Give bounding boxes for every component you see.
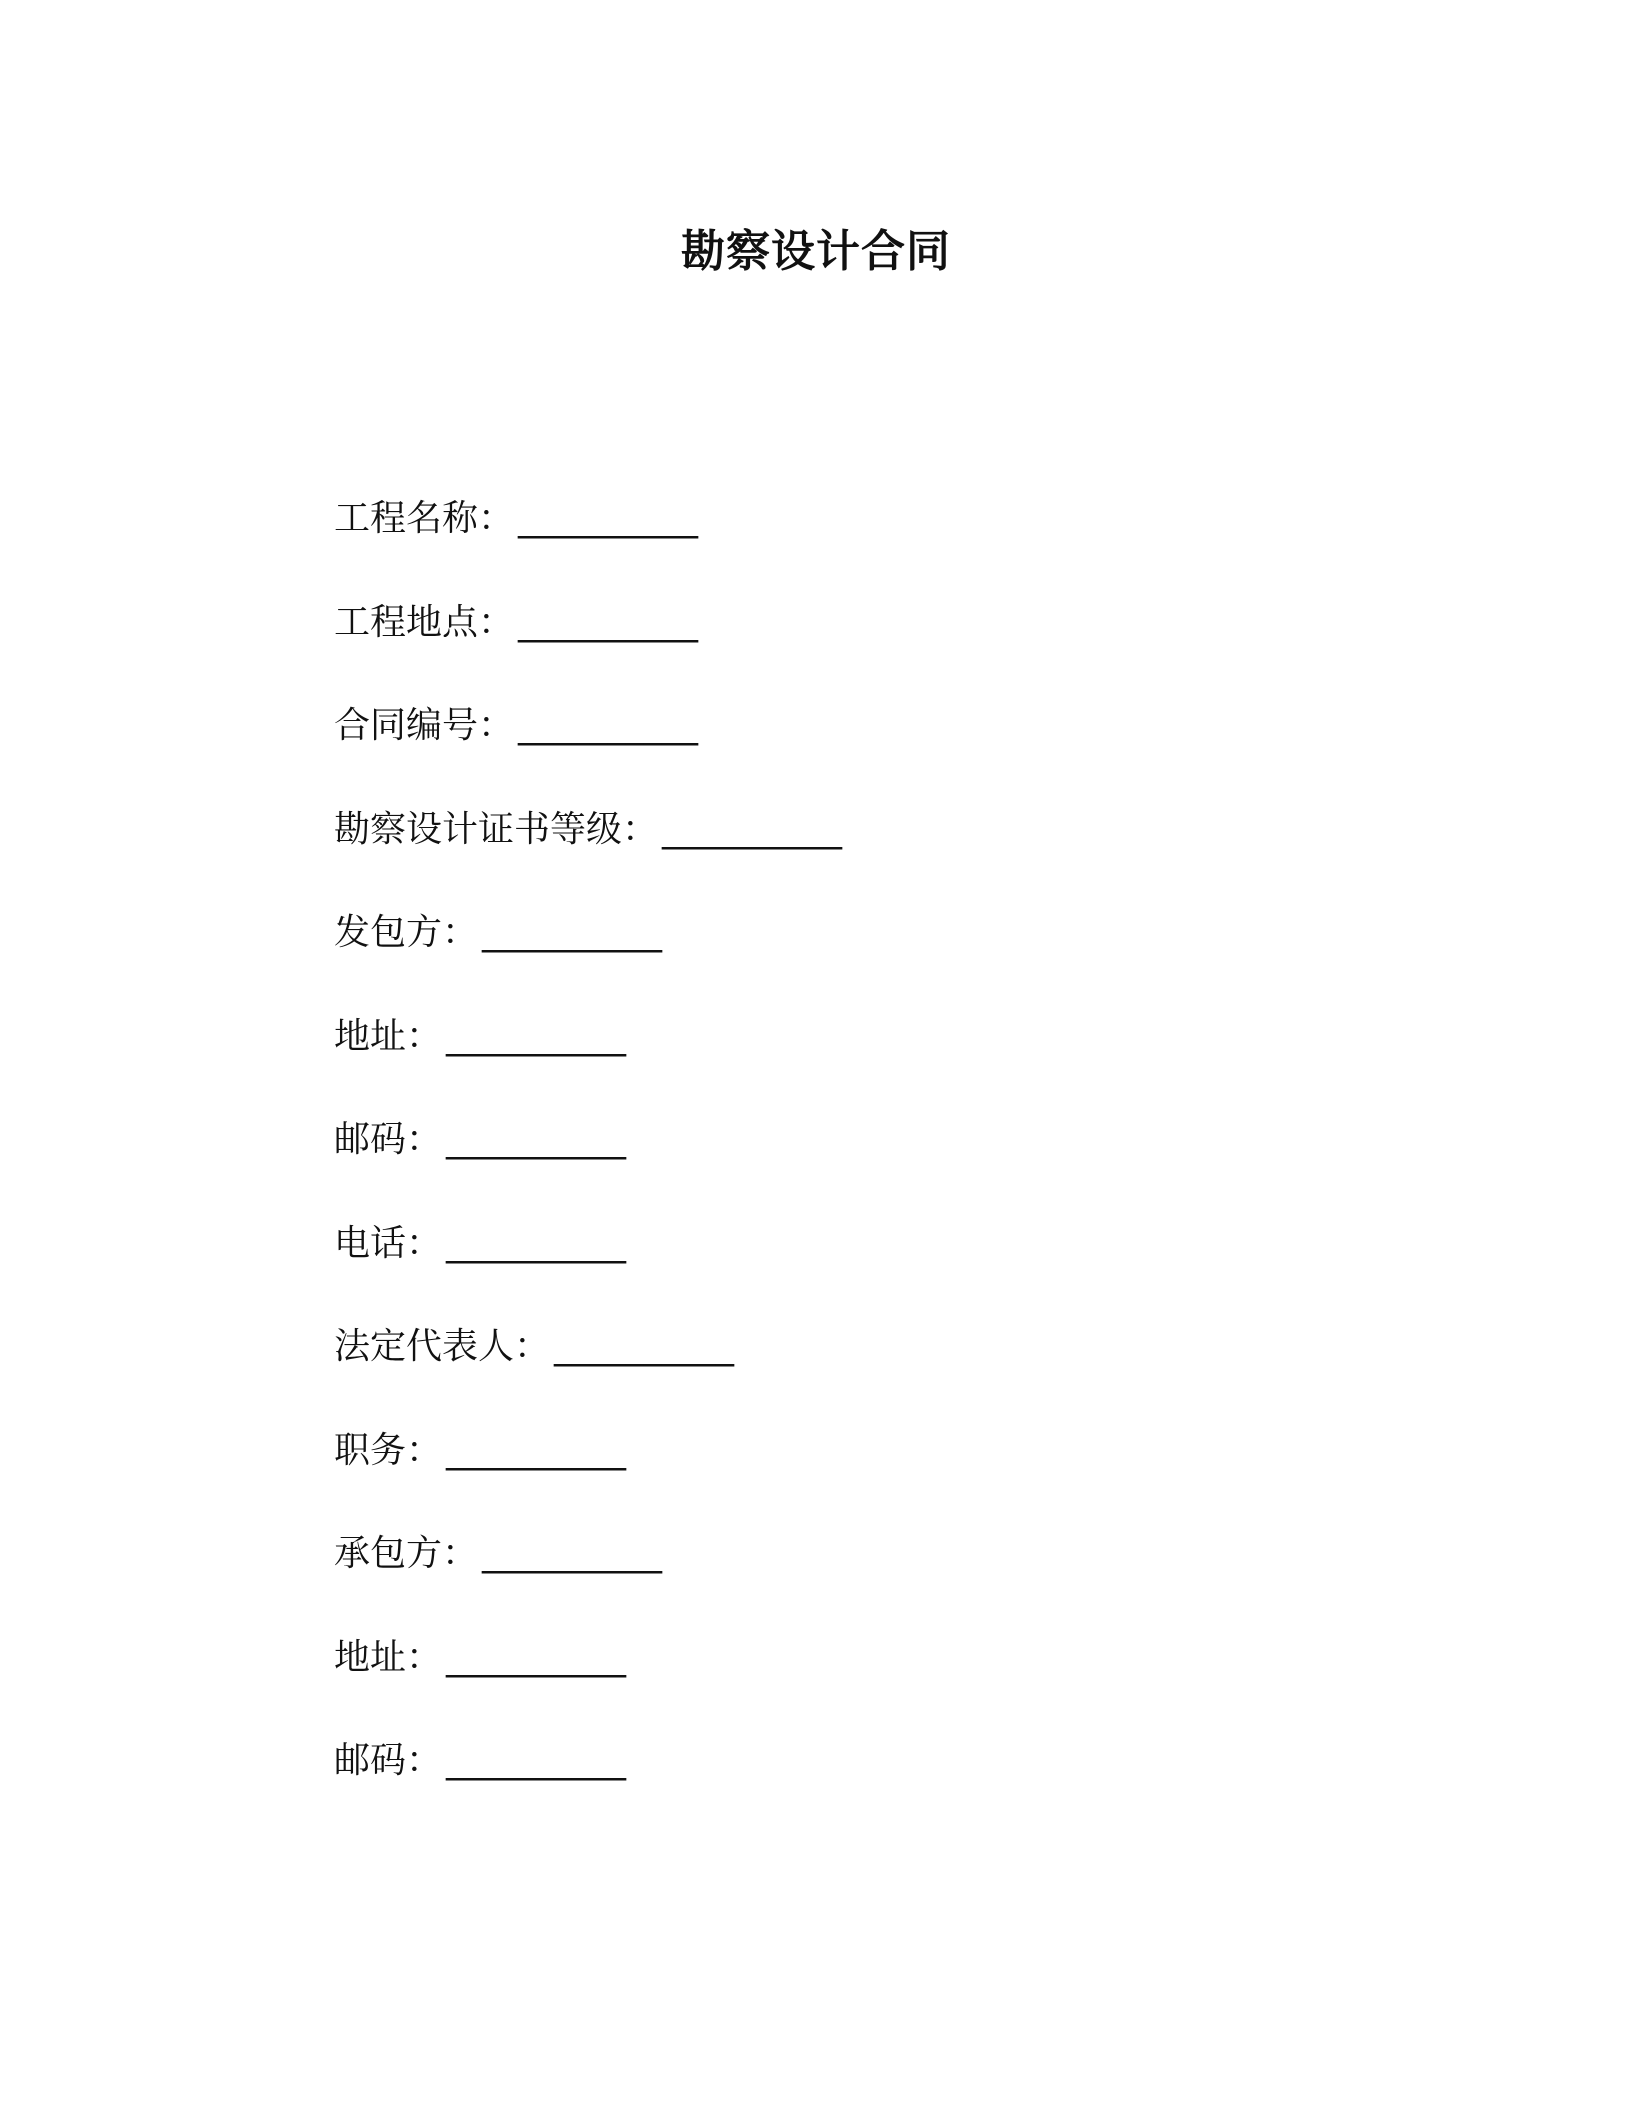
field-contractor <box>334 1529 1434 1633</box>
field-client-phone <box>334 1219 1434 1323</box>
field-label: 工程地点： <box>334 601 515 643</box>
field-label: 地址： <box>334 1015 443 1057</box>
field-label: 邮码： <box>334 1740 443 1781</box>
field-contractor-postcode <box>334 1736 1434 1840</box>
fill-in-blank[interactable]: __________ <box>446 1222 627 1264</box>
field-label: 法定代表人： <box>334 1326 551 1367</box>
field-label: 工程名称： <box>334 498 515 539</box>
document-title: 勘察设计合同 <box>681 226 951 277</box>
fill-in-blank[interactable]: __________ <box>662 808 843 850</box>
field-contract-number <box>334 701 1434 805</box>
field-label: 职务： <box>334 1429 443 1471</box>
fill-in-blank[interactable]: __________ <box>446 1119 627 1160</box>
field-project-name <box>334 494 1434 598</box>
fill-in-blank[interactable]: __________ <box>446 1015 627 1057</box>
field-label: 合同编号： <box>334 705 515 746</box>
fill-in-blank[interactable]: __________ <box>518 601 699 643</box>
fill-in-blank[interactable]: __________ <box>518 498 699 539</box>
fill-in-blank[interactable]: __________ <box>446 1636 627 1678</box>
fill-in-blank[interactable]: __________ <box>446 1740 627 1781</box>
field-label: 邮码： <box>334 1119 443 1160</box>
field-legal-representative <box>334 1322 1434 1426</box>
field-label: 勘察设计证书等级： <box>334 808 659 850</box>
fill-in-blank[interactable]: __________ <box>518 705 699 746</box>
field-client-address <box>334 1012 1434 1116</box>
fill-in-blank[interactable]: __________ <box>446 1429 627 1471</box>
field-label: 电话： <box>334 1222 443 1264</box>
field-certificate-grade <box>334 805 1434 909</box>
field-label: 发包方： <box>334 912 479 953</box>
fill-in-blank[interactable]: __________ <box>482 1533 663 1574</box>
contract-fields <box>334 494 1434 1840</box>
field-contractor-address <box>334 1633 1434 1737</box>
field-label: 地址： <box>334 1636 443 1678</box>
field-project-location <box>334 598 1434 702</box>
fill-in-blank[interactable]: __________ <box>554 1326 735 1367</box>
field-client <box>334 908 1434 1012</box>
field-label: 承包方： <box>334 1533 479 1574</box>
field-client-postcode <box>334 1115 1434 1219</box>
field-position <box>334 1426 1434 1530</box>
fill-in-blank[interactable]: __________ <box>482 912 663 953</box>
